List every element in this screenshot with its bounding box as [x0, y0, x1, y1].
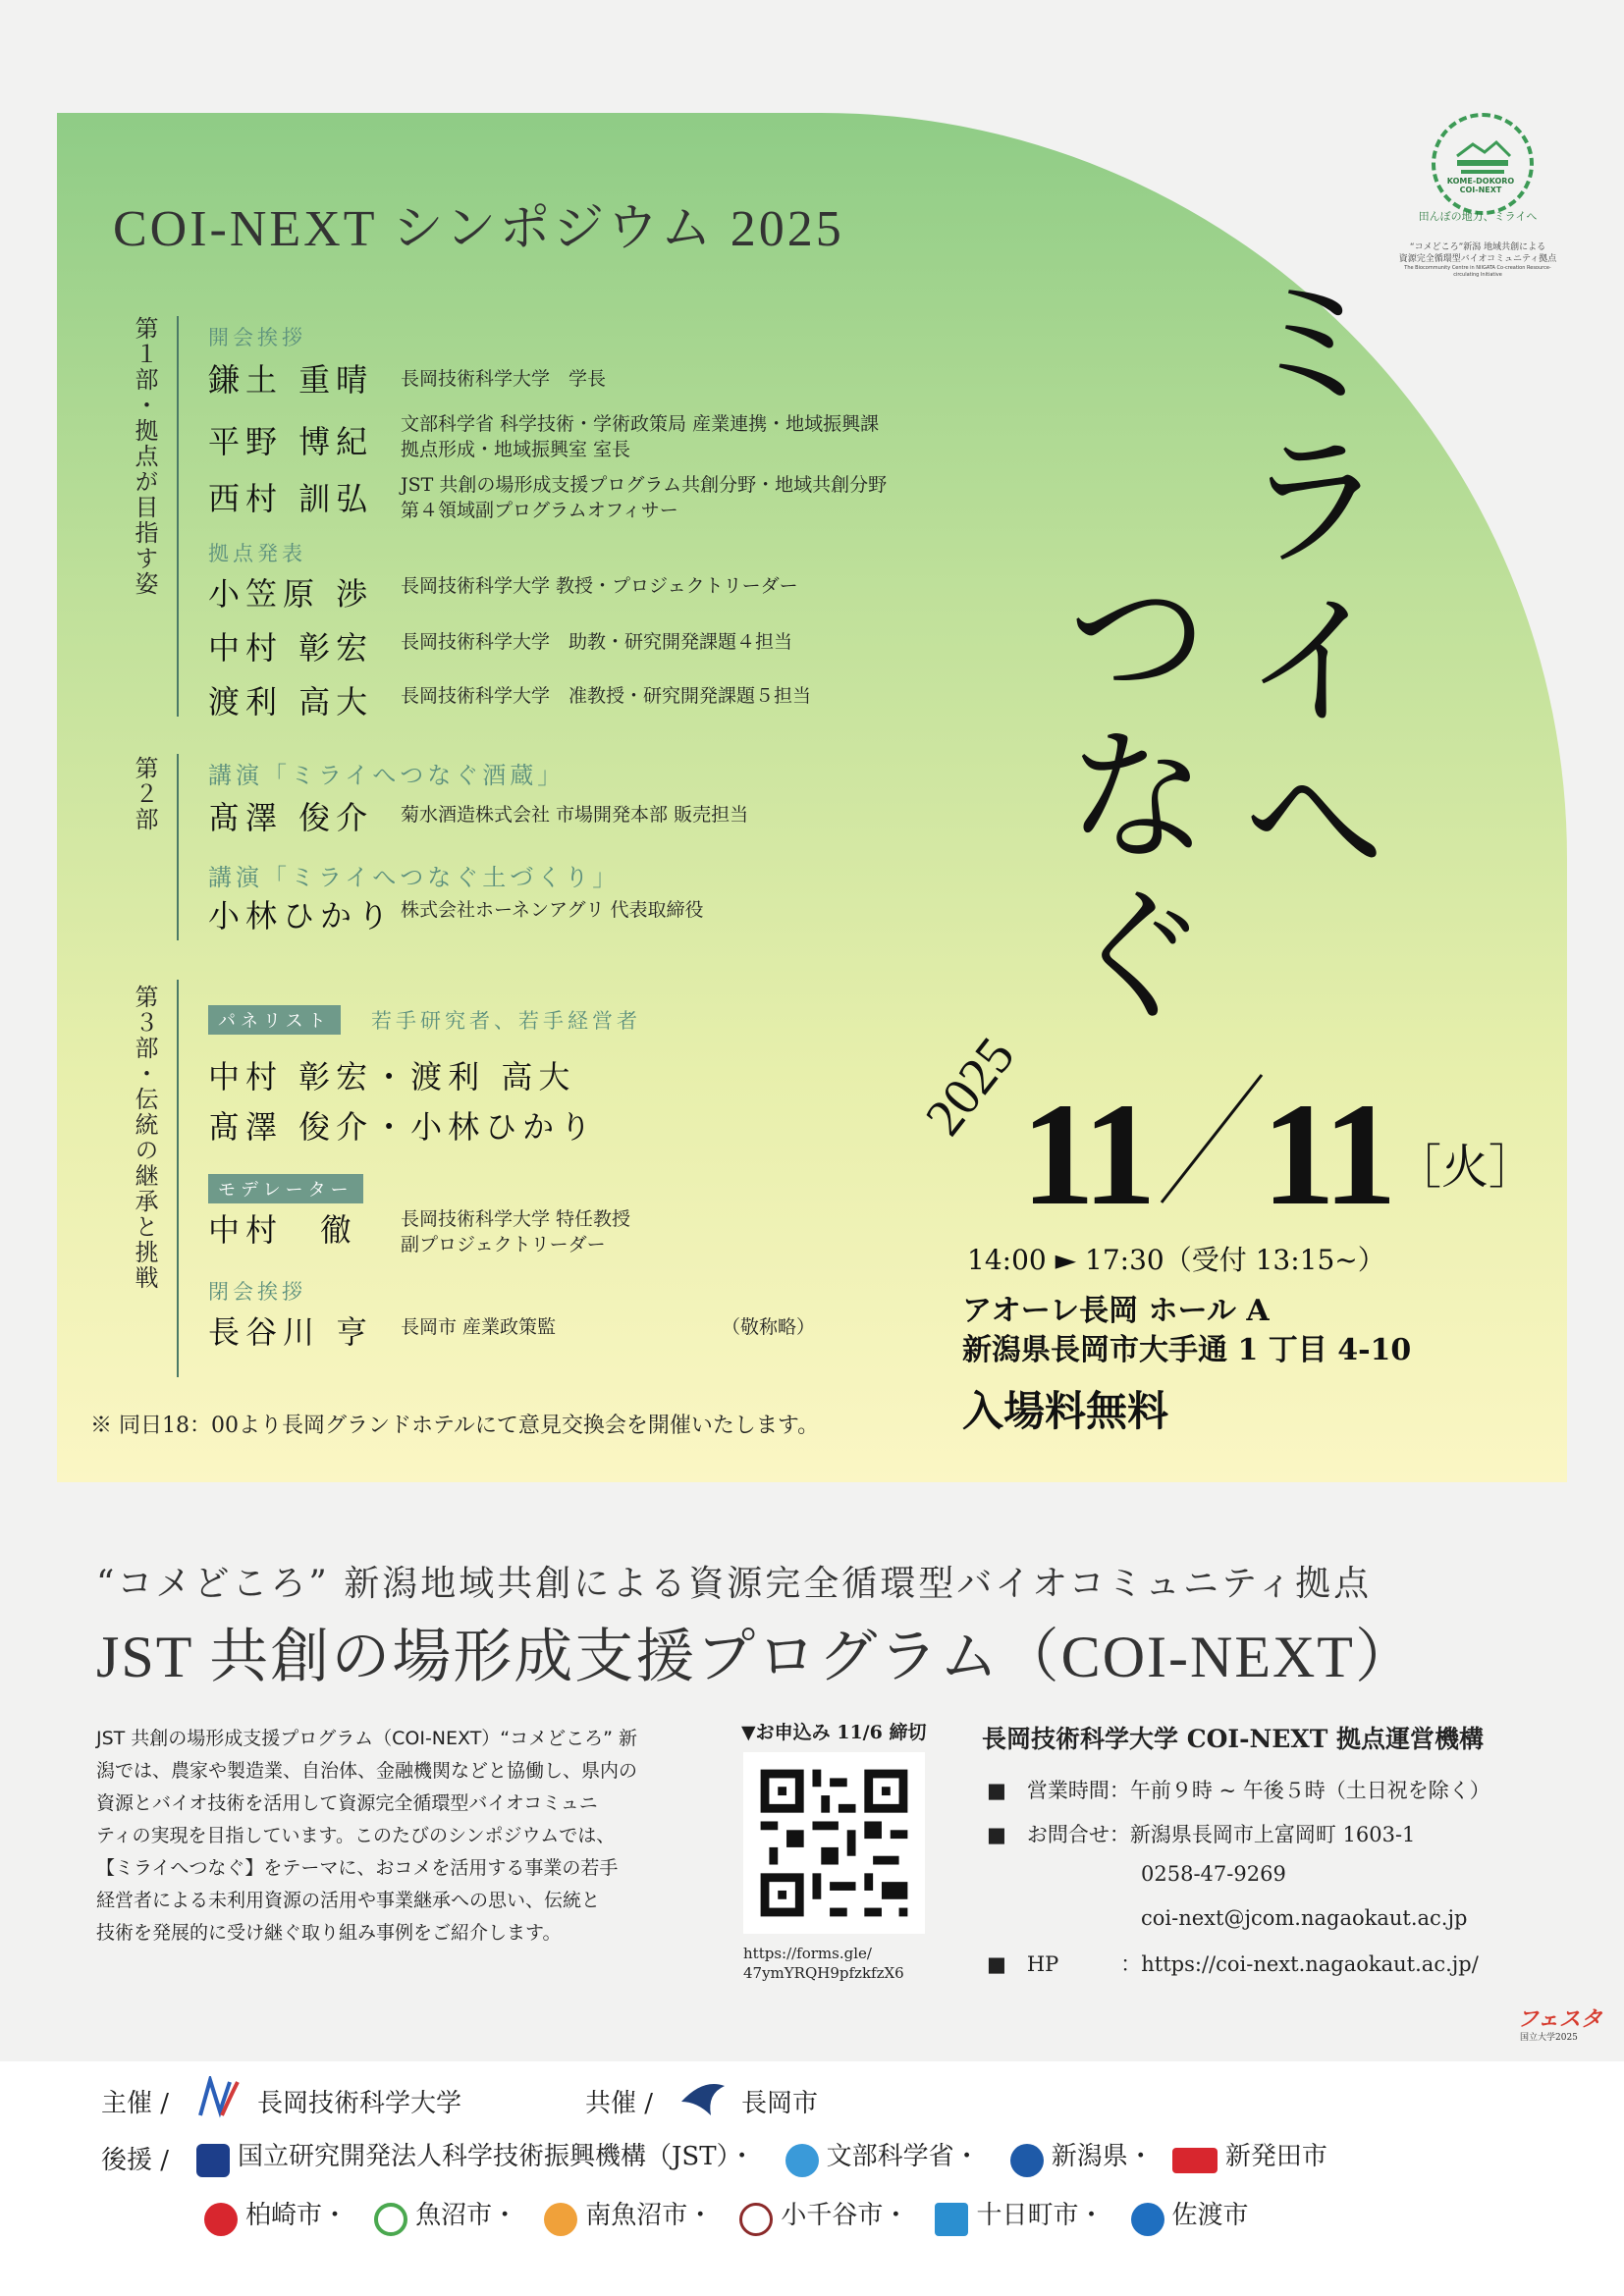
qr-code-icon [743, 1752, 925, 1934]
speaker-name: 小林ひかり [208, 897, 396, 934]
honorific-note: （敬称略） [722, 1316, 816, 1338]
supporters-row2 [204, 2195, 1249, 2236]
program-title: JST 共創の場形成支援プログラム（COI-NEXT） [96, 1625, 1416, 1689]
supporter-ojiya: 小千谷市・ [781, 2201, 909, 2230]
main-copy-line2: つなぐ [1039, 560, 1210, 1037]
supporters-row1 [196, 2136, 1327, 2177]
supporter-mext: 文部科学省・ [826, 2142, 980, 2171]
description-line: 経営者による未利用資源の活用や事業継承への思い、伝統と [96, 1890, 601, 1911]
speaker-name: 平野 博紀 [208, 423, 374, 460]
entry-fee: 入場料無料 [962, 1387, 1169, 1435]
sado-logo-icon [1131, 2203, 1164, 2236]
host-label: 主催 / [101, 2089, 170, 2118]
moderator-affiliation: 副プロジェクトリーダー [401, 1234, 606, 1255]
description-line: 技術を発展的に受け継ぐ取り組み事例をご紹介します。 [96, 1922, 562, 1944]
speaker-affiliation: 拠点形成・地域振興室 室長 [401, 439, 631, 460]
homepage-link[interactable]: ■ HP ：https://coi-next.nagaokaut.ac.jp/ [987, 1952, 1479, 1976]
supporter-kashiwazaki: 柏崎市・ [245, 2201, 349, 2230]
event-time: 14:00 ► 17:30（受付 13:15~） [967, 1244, 1385, 1276]
description-line: 潟では、農家や製造業、自治体、金融機関などと協働し、県内の [96, 1760, 638, 1782]
speaker-affiliation: 長岡技術科学大学 助教・研究開発課題４担当 [401, 631, 793, 653]
qr-code[interactable] [743, 1752, 925, 1934]
support-label: 後援 / [101, 2146, 170, 2175]
cohost-label: 共催 / [585, 2089, 654, 2118]
contact-line: ■ お問合せ：新潟県長岡市上富岡町 1603-1 [987, 1823, 1416, 1846]
panelist-tag: パネリスト [208, 1005, 341, 1035]
logo-desc-line: The Biocommunity Centre in NIIGATA Co-creation Resource-circulating Initiative [1404, 265, 1551, 278]
description-line: ティの実現を目指しています。このたびのシンポジウムでは、 [96, 1825, 616, 1846]
event-address: 新潟県長岡市大手通 1 丁目 4-10 [962, 1333, 1412, 1367]
talk1-label: 講演「ミライへつなぐ酒蔵」 [208, 762, 566, 789]
weekday: ［火］ [1394, 1140, 1537, 1195]
speaker-affiliation: 文部科学省 科学技術・学術政策局 産業連携・地域振興課 [401, 413, 880, 435]
supporter-niigata: 新潟県・ [1051, 2142, 1154, 2171]
reception-note: ※ 同日18：00より長岡グランドホテルにて意見交換会を開催いたします。 [90, 1414, 820, 1438]
part1-divider [177, 316, 179, 717]
speaker-name: 西村 訓弘 [208, 480, 374, 517]
speaker-name: 鎌土 重晴 [208, 361, 374, 399]
event-year: 2025 [913, 1026, 1026, 1147]
panelist-desc: 若手研究者、若手経営者 [371, 1009, 641, 1033]
date-day: 11 [1262, 1073, 1393, 1236]
description-line: 資源とバイオ技術を活用して資源完全循環型バイオコミュニ [96, 1792, 598, 1814]
speaker-affiliation: 株式会社ホーネンアグリ 代表取締役 [401, 899, 704, 921]
speaker-name: 中村 彰宏 [208, 629, 374, 667]
rice-field-icon [1435, 117, 1530, 211]
email-link[interactable]: coi-next@jcom.nagaokaut.ac.jp [1141, 1906, 1468, 1930]
apply-label: ▼お申込み 11/6 締切 [741, 1722, 927, 1743]
part3-label: 第３部・伝統の継承と挑戦 [131, 985, 158, 1291]
kashiwazaki-logo-icon [204, 2203, 238, 2236]
organizer-unit: 長岡技術科学大学 COI-NEXT 拠点運営機構 [982, 1725, 1485, 1753]
speaker-name: 渡利 高大 [208, 683, 374, 721]
supporter-tokamachi: 十日町市・ [976, 2201, 1105, 2230]
panelists-line: 髙澤 俊介・小林ひかり [208, 1108, 598, 1146]
speaker-affiliation: 菊水酒造株式会社 市場開発本部 販売担当 [401, 804, 749, 826]
form-url[interactable] [743, 1944, 904, 1983]
date-month: 11 [1021, 1073, 1153, 1236]
speaker-affiliation: 長岡技術科学大学 教授・プロジェクトリーダー [401, 575, 798, 597]
form-url-line: 47ymYRQH9pfzkfzX6 [743, 1964, 904, 1982]
moderator-tag: モデレーター [208, 1174, 363, 1203]
logo-desc-line: 資源完全循環型バイオコミュニティ拠点 [1398, 254, 1557, 264]
logo-desc-line: “コメどころ”新潟 地域共創による [1409, 242, 1546, 252]
speaker-name: 小笠原 渉 [208, 575, 374, 613]
host-name: 長岡技術科学大学 [257, 2089, 462, 2118]
opening-label: 開会挨拶 [208, 326, 306, 349]
niigata-pref-logo-icon [1010, 2144, 1044, 2177]
speaker-affiliation: 第４領域副プログラムオフィサー [401, 500, 678, 521]
part1-label: 第１部・拠点が目指す姿 [131, 316, 158, 597]
logo-text-top: KOME-DOKORO [1446, 177, 1515, 186]
phone-number: 0258-47-9269 [1141, 1862, 1286, 1886]
main-copy-line1: ミライへ [1216, 265, 1386, 901]
festa-sub: 国立大学2025 [1520, 2033, 1578, 2043]
form-url-line: https://forms.gle/ [743, 1945, 872, 1962]
minamiuonuma-logo-icon [544, 2203, 577, 2236]
logo-text-bottom: COI-NEXT [1459, 186, 1502, 194]
program-subtitle: “コメどころ” 新潟地域共創による資源完全循環型バイオコミュニティ拠点 [96, 1564, 1373, 1604]
cohost-name: 長岡市 [741, 2089, 819, 2118]
kome-dokoro-logo [1432, 113, 1534, 215]
speaker-affiliation: JST 共創の場形成支援プログラム共創分野・地域共創分野 [401, 474, 888, 496]
description-line: 【ミライへつなぐ】をテーマに、おコメを活用する事業の若手 [96, 1857, 619, 1879]
moderator-affiliation: 長岡技術科学大学 特任教授 [401, 1208, 631, 1230]
description-line: JST 共創の場形成支援プログラム（COI-NEXT）“コメどころ” 新 [96, 1728, 638, 1749]
supporter-minamiuonuma: 南魚沼市・ [585, 2201, 714, 2230]
logo-text [1441, 177, 1520, 194]
panelists-line: 中村 彰宏・渡利 高大 [208, 1058, 576, 1095]
tokamachi-logo-icon [935, 2203, 968, 2236]
presentation-label: 拠点発表 [208, 542, 306, 565]
talk2-label: 講演「ミライへつなぐ土づくり」 [208, 864, 621, 891]
event-venue: アオーレ長岡 ホール A [962, 1294, 1270, 1328]
closing-name: 長谷川 亨 [208, 1313, 374, 1351]
jst-logo-icon [196, 2144, 230, 2177]
date-slash-icon [1154, 1070, 1272, 1207]
program-description [96, 1723, 705, 1949]
supporter-shibata: 新発田市 [1224, 2142, 1327, 2171]
part3-divider [177, 980, 179, 1377]
shibata-logo-icon [1172, 2148, 1218, 2173]
mext-logo-icon [785, 2144, 819, 2177]
part2-label: 第２部 [131, 756, 158, 832]
part2-divider [177, 754, 179, 940]
supporter-sado: 佐渡市 [1171, 2201, 1249, 2230]
speaker-affiliation: 長岡技術科学大学 学長 [401, 368, 607, 390]
festa-logo: フェスタ [1517, 2007, 1602, 2032]
supporter-uonuma: 魚沼市・ [415, 2201, 518, 2230]
closing-affiliation: 長岡市 産業政策監 [401, 1316, 557, 1338]
nagaoka-city-logo-icon [677, 2076, 729, 2119]
speaker-name: 髙澤 俊介 [208, 799, 374, 836]
supporter-jst: 国立研究開発法人科学技術振興機構（JST）・ [238, 2142, 755, 2171]
moderator-name: 中村 徹 [208, 1211, 358, 1249]
logo-description [1394, 241, 1561, 279]
symposium-title: COI-NEXT シンポジウム 2025 [113, 201, 844, 257]
uonuma-logo-icon [374, 2203, 407, 2236]
nagaokaut-logo-icon [196, 2076, 242, 2119]
ojiya-logo-icon [739, 2203, 773, 2236]
hours-line: ■ 営業時間：午前９時 ~ 午後５時（土日祝を除く） [987, 1779, 1490, 1802]
speaker-affiliation: 長岡技術科学大学 准教授・研究開発課題５担当 [401, 685, 812, 707]
logo-caption: 田んぼの地力、ミライへ [1418, 210, 1538, 223]
closing-label: 閉会挨拶 [208, 1280, 306, 1304]
